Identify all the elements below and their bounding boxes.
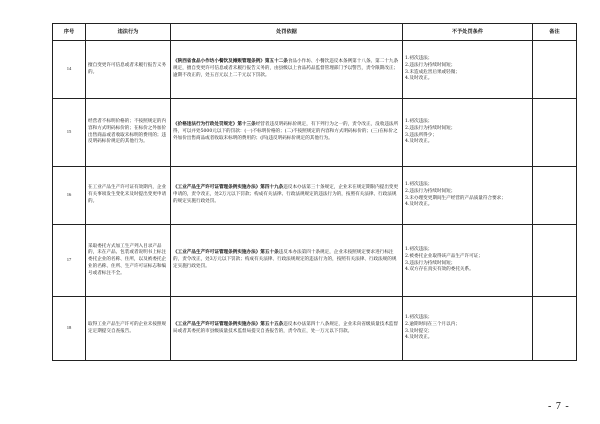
condition-item: 1.初次违法； [405,246,433,252]
condition-item: 3.及时提交； [405,328,433,334]
table-row [53,167,577,225]
condition-item: 2.违法行为持续时间短； [405,125,456,131]
basis-text: 违反本办法第四十条规定，企业未按照规定要求进行标注的，责令改正，处3万元以下罚款；构成有关法律、行政法规规定的违法行为的，按照有关法律、行政法规的规定实施行政处罚。 [173,250,397,269]
violation-text: 经营者不标明价格的；不按照规定的内容和方式明码标价的；在标价之外加价出售商品或者收取未标明的费用的；违反明码标价规定的其他行为。 [86,99,171,167]
exemption-conditions [403,167,533,225]
condition-item: 4.及时改正。 [405,202,433,208]
condition-item: 1.初次违法； [405,55,433,61]
condition-item: 2.违法行为持续时间短； [405,188,456,194]
basis-title: 《工业产品生产许可证管理条例实施办法》第五十五条 [173,321,284,327]
condition-item: 3.违法行为持续时间短； [405,260,456,266]
penalty-basis [171,41,403,99]
exemption-conditions [403,99,533,167]
table-row [53,41,577,99]
page-number: - 7 - [548,401,570,412]
condition-item: 4.及时改正。 [405,76,433,82]
condition-item: 2.被委托企业取得该产品生产许可证； [405,253,483,259]
exemption-conditions [403,225,533,297]
basis-text: 经营者违反明码标价规定，有下列行为之一的，责令改正，没收违法所得，可以并处5000元以下的罚款：(一)不标明价格的；(二)不按照规定的内容和方式明码标价的；(三)在标价之外加价出售商品或者收取未标明的费用的；(四)违反明码标价规定的其他行为。 [173,122,399,141]
remark [533,41,577,99]
table-header-row [53,24,577,41]
violation-text: 采取委托方式加工生产列入目录产品的，未在产品、包装或者说明书上标注委托企业的名称、住所，以及被委托企业的名称、住所、生产许可证标志和编号或者标注不全。 [86,225,171,297]
penalty-basis [171,99,403,167]
basis-text: 违反本办法第四十八条规定，企业未向省级质量技术监督局或者其委托的市县级质量技术监督局提交自查报告的，责令改正，处一万元以下罚款。 [173,321,399,334]
violation-text: 擅自变更许可信息或者未履行报告义务的。 [86,41,171,99]
header-note: 备注 [533,24,577,41]
header-basis: 处罚依据 [171,24,403,41]
basis-text: 食品小作坊、小餐饮违反本条例第十八条、第二十九条规定，擅自变更许可信息或者未履行报告义务的，由县级以上食品药品监督管理部门予以警告，责令限期改正；逾期不改正的，处五百元以上二千元以下罚款。 [173,59,399,78]
condition-item: 4.双方存在真实有效的委托关系。 [405,267,474,273]
basis-title: 《工业产品生产许可证管理条例实施办法》第四十九条 [173,185,284,191]
violation-text: 取得工业产品生产许可的企业未按照规定定期提交自查报告。 [86,297,171,361]
penalty-basis [171,225,403,297]
condition-item: 4.及时改正。 [405,335,433,341]
condition-item: 2.违法行为持续时间短； [405,62,456,68]
condition-item: 3.违法所得少； [405,132,437,138]
row-number: 18 [53,297,86,361]
condition-item: 4.及时改正。 [405,139,433,145]
condition-item: 1.初次违法； [405,314,433,320]
condition-item: 2.逾期时间在三个月以内； [405,321,460,327]
exemption-conditions [403,297,533,361]
row-number: 14 [53,41,86,99]
penalty-basis [171,297,403,361]
penalty-table [52,23,577,361]
condition-item: 1.初次违法； [405,118,433,124]
table-row [53,297,577,361]
condition-item: 3.未造成危害后果或轻微； [405,69,460,75]
row-number: 16 [53,167,86,225]
header-conditions: 不予处罚条件 [403,24,533,41]
exemption-conditions [403,41,533,99]
condition-item: 1.初次违法； [405,181,433,187]
header-no: 序号 [53,24,86,41]
basis-text: 违反本办法第三十条规定，企业未在规定期限内提出变更申请的，责令改正，处2万元以下罚款；构成有关法律、行政法规规定的违法行为的，按照有关法律、行政法规的规定实施行政处罚。 [173,185,399,204]
condition-item: 3.未办理变更期间生产经营的产品质量符合要求； [405,195,506,201]
basis-title: 《价格违法行为行政处罚规定》第十三条 [173,122,256,128]
violation-text: 在工业产品生产许可证有效期内，企业有关事项发生变化未及时提出变更申请的。 [86,167,171,225]
row-number: 17 [53,225,86,297]
table-row [53,99,577,167]
remark [533,167,577,225]
remark [533,99,577,167]
basis-title: 《工业产品生产许可证管理条例实施办法》第五十条 [173,250,279,256]
table-row [53,225,577,297]
basis-title: 《陕西省食品小作坊小餐饮及摊贩管理条例》第五十二条 [173,59,288,65]
penalty-basis [171,167,403,225]
header-violation: 违法行为 [86,24,171,41]
remark [533,297,577,361]
remark [533,225,577,297]
row-number: 15 [53,99,86,167]
